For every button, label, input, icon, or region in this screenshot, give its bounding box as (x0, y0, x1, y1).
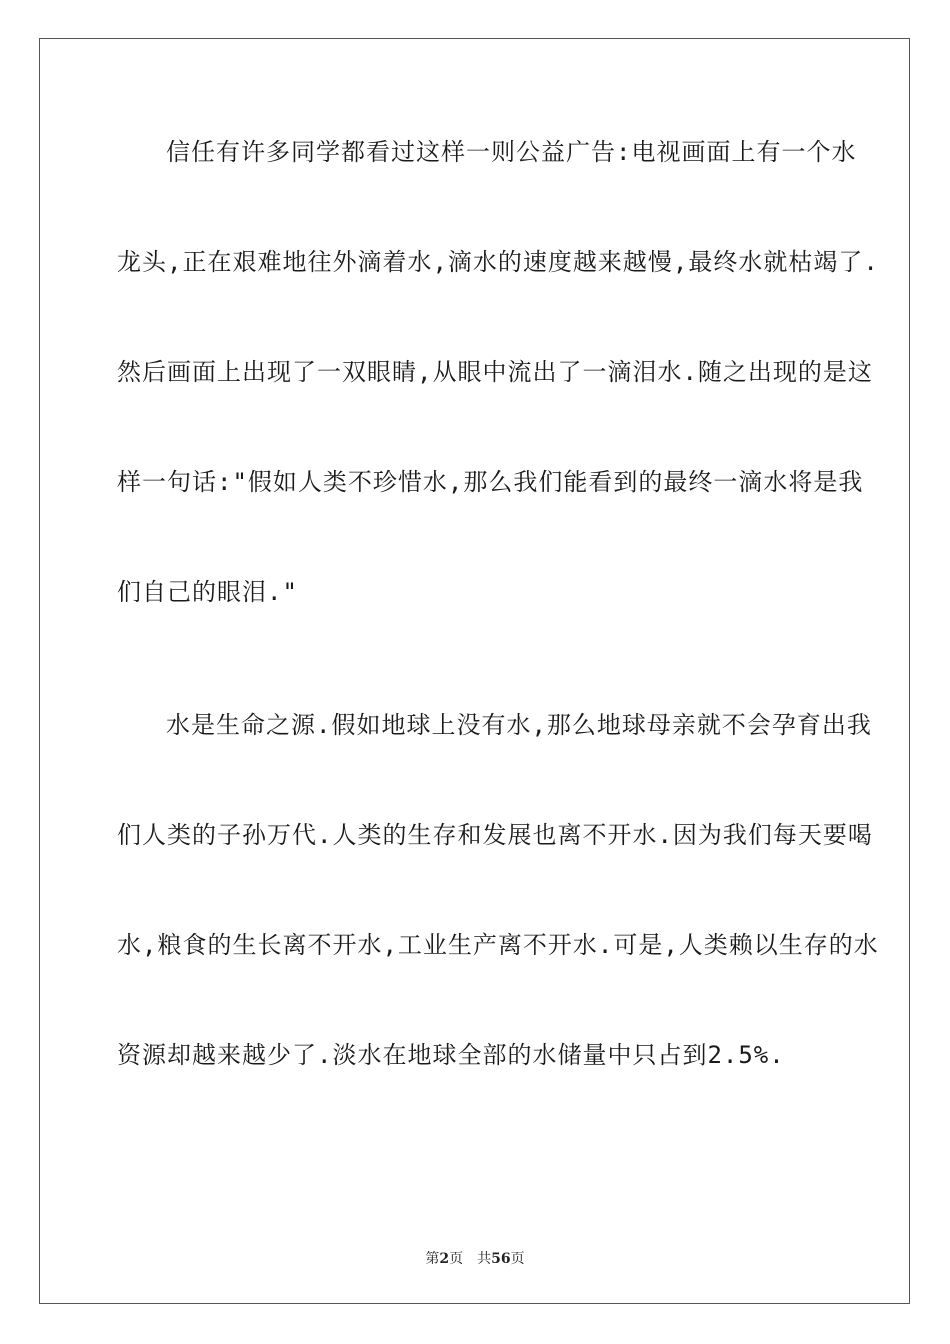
footer-total-pages: 56 (491, 1251, 511, 1267)
footer-page-prefix: 第 (425, 1251, 440, 1267)
paragraph-2-line-4: 资源却越来越少了.淡水在地球全部的水储量中只占到2.5%. (117, 1041, 785, 1069)
paragraph-2-line-1: 水是生命之源.假如地球上没有水,那么地球母亲就不会孕育出我 (166, 711, 872, 739)
paragraph-2-line-2: 们人类的子孙万代.人类的生存和发展也离不开水.因为我们每天要喝 (117, 821, 873, 849)
paragraph-2-line-3: 水,粮食的生长离不开水,工业生产离不开水.可是,人类赖以生存的水 (117, 931, 879, 959)
paragraph-1-line-2: 龙头,正在艰难地往外滴着水,滴水的速度越来越慢,最终水就枯竭了. (117, 248, 879, 276)
paragraph-1-line-3: 然后画面上出现了一双眼睛,从眼中流出了一滴泪水.随之出现的是这 (117, 358, 873, 386)
footer-total-suffix: 页 (510, 1251, 525, 1267)
paragraph-1-line-1: 信任有许多同学都看过这样一则公益广告:电视画面上有一个水 (166, 138, 857, 166)
paragraph-1-line-4: 样一句话:"假如人类不珍惜水,那么我们能看到的最终一滴水将是我 (117, 468, 864, 496)
footer-total-prefix: 共 (477, 1251, 492, 1267)
footer-page-suffix: 页 (449, 1251, 464, 1267)
paragraph-1-line-5: 们自己的眼泪." (117, 578, 298, 606)
page-footer (0, 1248, 950, 1268)
page-border (39, 38, 910, 1304)
footer-page-number: 2 (439, 1251, 450, 1267)
